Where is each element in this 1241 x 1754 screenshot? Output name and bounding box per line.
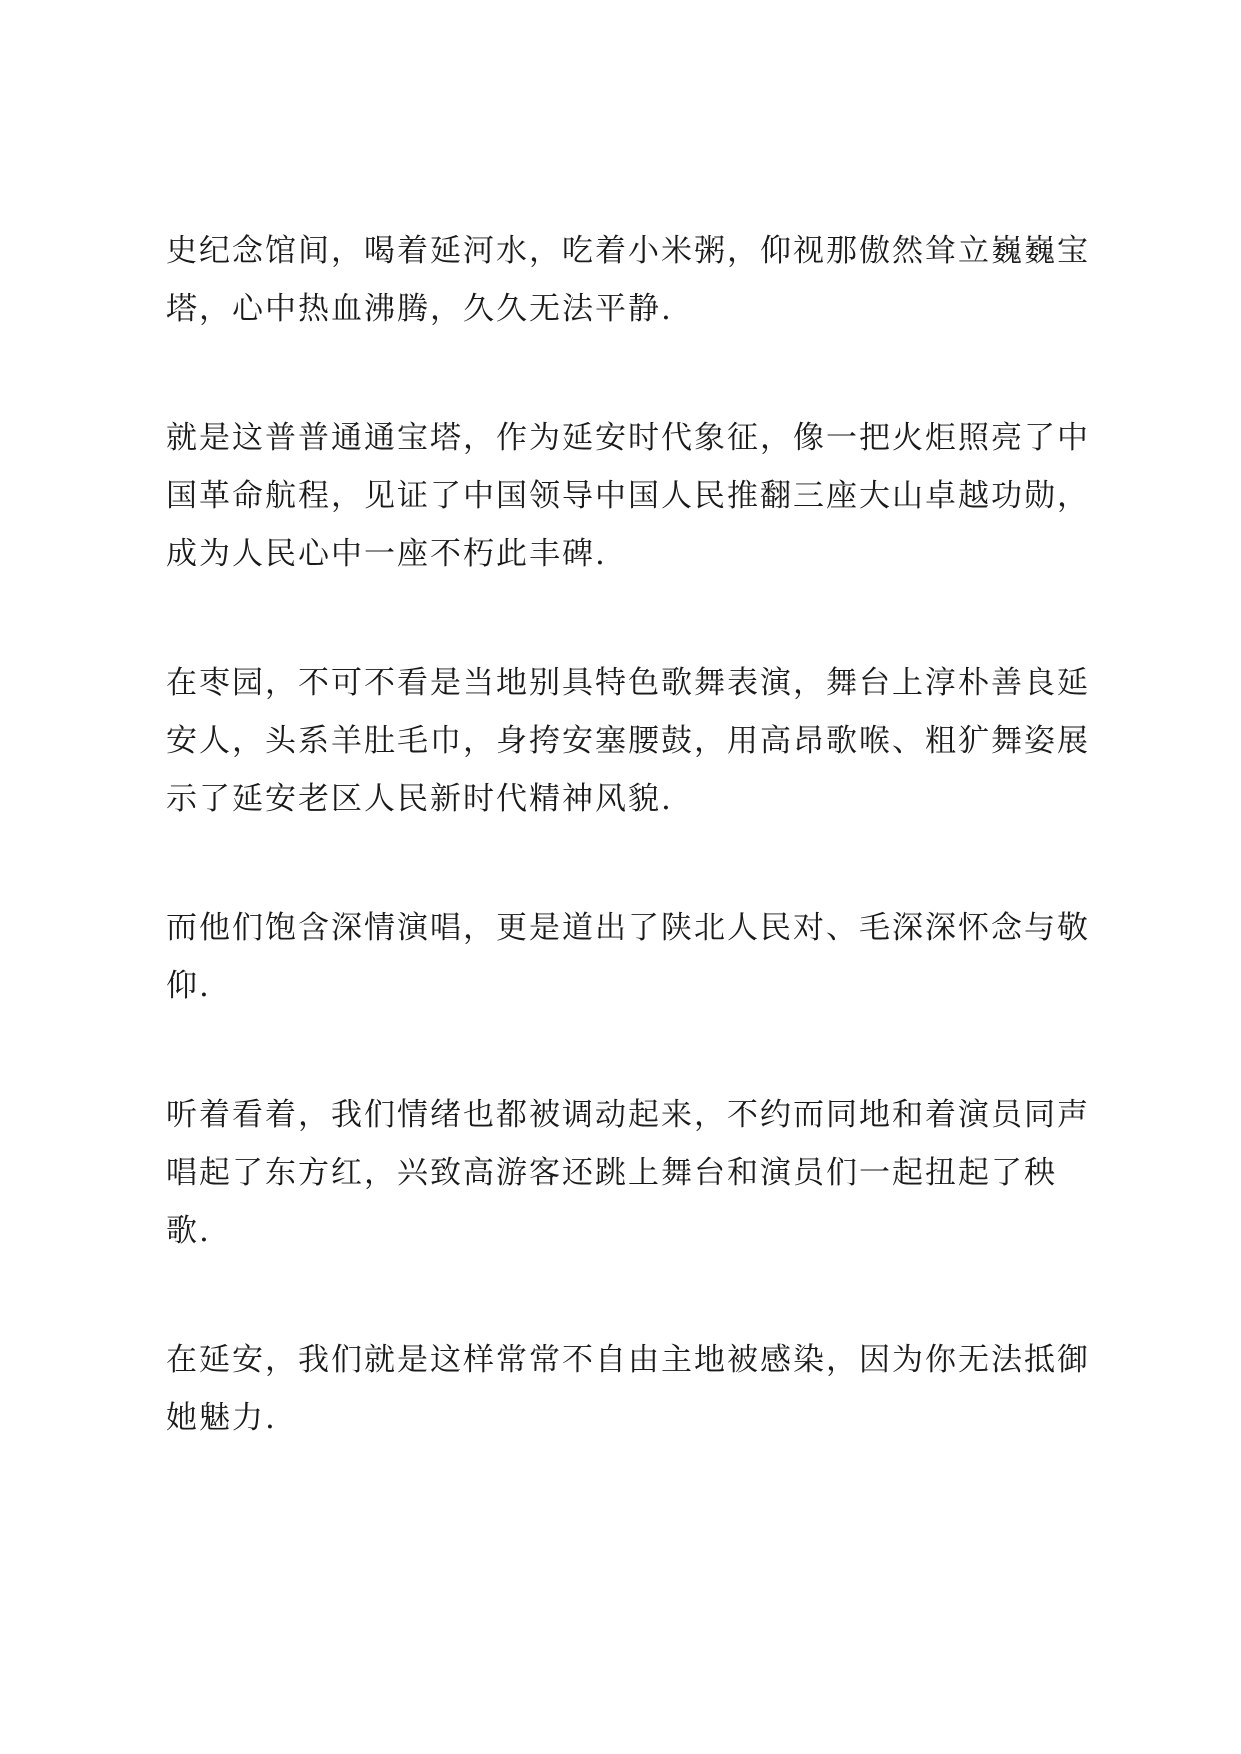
text-line: 仰. bbox=[166, 968, 211, 1004]
text-line: 国革命航程，见证了中国领导中国人民推翻三座大山卓越功勋， bbox=[166, 478, 1090, 514]
text-line: 歌. bbox=[166, 1213, 211, 1249]
text-line: 成为人民心中一座不朽此丰碑. bbox=[166, 536, 607, 572]
text-line: 在枣园，不可不看是当地别具特色歌舞表演，舞台上淳朴善良延 bbox=[166, 665, 1090, 701]
paragraph-3 bbox=[166, 654, 1096, 828]
text-line: 而他们饱含深情演唱，更是道出了陕北人民对、毛深深怀念与敬 bbox=[166, 910, 1090, 946]
text-line: 塔，心中热血沸腾，久久无法平静. bbox=[166, 291, 673, 327]
text-line: 听着看着，我们情绪也都被调动起来，不约而同地和着演员同声 bbox=[166, 1097, 1090, 1133]
text-line: 她魅力. bbox=[166, 1400, 277, 1436]
paragraph-2 bbox=[166, 409, 1096, 583]
text-line: 唱起了东方红，兴致高游客还跳上舞台和演员们一起扭起了秧 bbox=[166, 1155, 1057, 1191]
paragraph-4 bbox=[166, 899, 1096, 1015]
document-body bbox=[166, 222, 1096, 1447]
paragraph-5 bbox=[166, 1086, 1096, 1260]
text-line: 安人，头系羊肚毛巾，身挎安塞腰鼓，用高昂歌喉、粗犷舞姿展 bbox=[166, 723, 1090, 759]
text-line: 示了延安老区人民新时代精神风貌. bbox=[166, 781, 673, 817]
text-line: 在延安，我们就是这样常常不自由主地被感染，因为你无法抵御 bbox=[166, 1342, 1090, 1378]
paragraph-1 bbox=[166, 222, 1096, 338]
text-line: 史纪念馆间，喝着延河水，吃着小米粥，仰视那傲然耸立巍巍宝 bbox=[166, 233, 1090, 269]
paragraph-6 bbox=[166, 1331, 1096, 1447]
text-line: 就是这普普通通宝塔，作为延安时代象征，像一把火炬照亮了中 bbox=[166, 420, 1090, 456]
